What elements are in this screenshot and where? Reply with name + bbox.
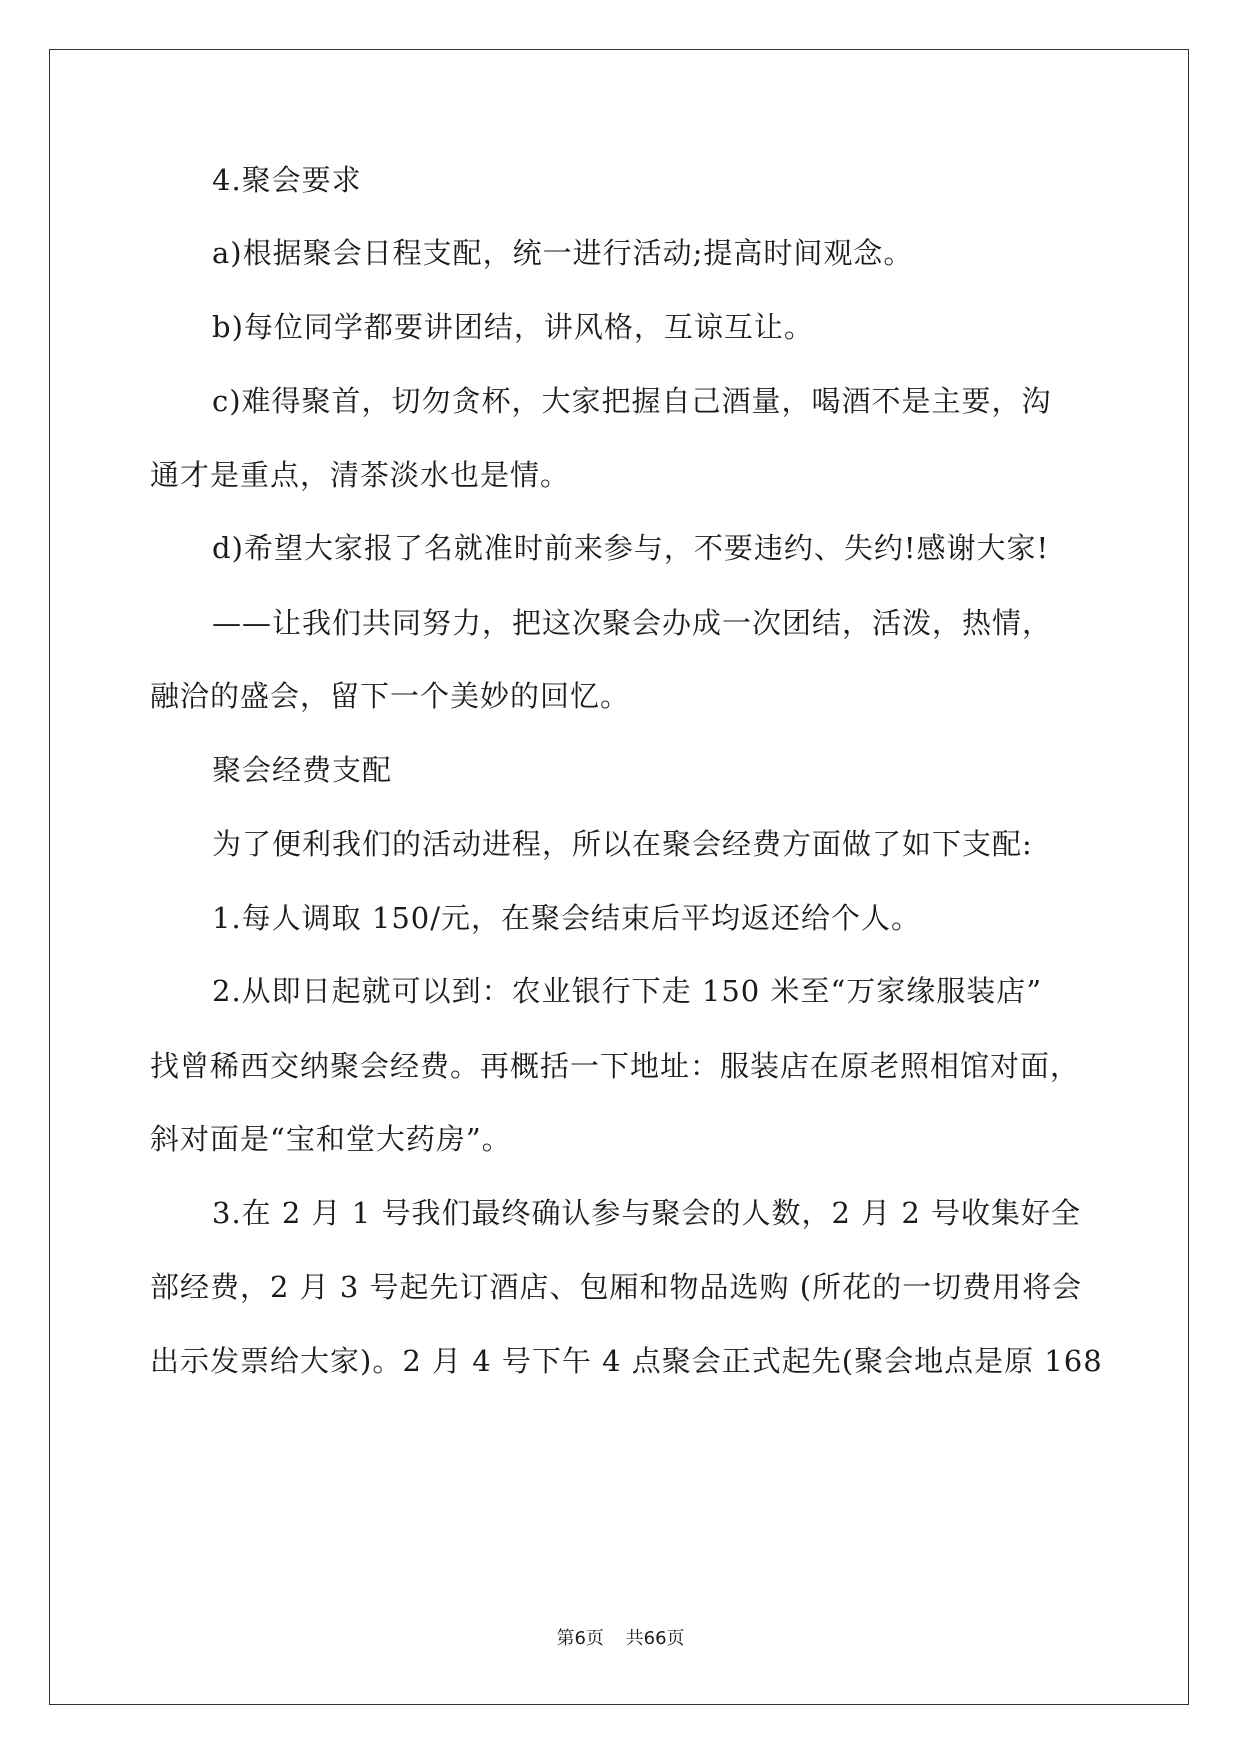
text-line: 找曾稀西交纳聚会经费。再概括一下地址：服装店在原老照相馆对面，	[150, 1049, 1081, 1083]
text-line: 出示发票给大家)。2 月 4 号下午 4 点聚会正式起先(聚会地点是原 168	[150, 1344, 1103, 1378]
text-line: 为了便利我们的活动进程，所以在聚会经费方面做了如下支配:	[212, 827, 1033, 861]
section-heading: 聚会经费支配	[212, 753, 393, 787]
text-line: 通才是重点，清茶淡水也是情。	[150, 458, 571, 492]
text-line: a)根据聚会日程支配，统一进行活动;提高时间观念。	[212, 236, 914, 270]
text-line: 斜对面是“宝和堂大药房”。	[150, 1122, 512, 1156]
text-line: 部经费，2 月 3 号起先订酒店、包厢和物品选购 (所花的一切费用将会	[150, 1270, 1083, 1304]
text-line: d)希望大家报了名就准时前来参与，不要违约、失约!感谢大家!	[212, 531, 1050, 565]
text-line: b)每位同学都要讲团结，讲风格，互谅互让。	[212, 310, 814, 344]
text-line: ——让我们共同努力，把这次聚会办成一次团结，活泼，热情，	[212, 606, 1053, 640]
page-footer	[0, 1624, 1241, 1650]
text-line: 3.在 2 月 1 号我们最终确认参与聚会的人数，2 月 2 号收集好全	[212, 1196, 1082, 1230]
page-border	[49, 49, 1189, 1705]
page-total: 共66页	[625, 1628, 685, 1649]
text-line: 融洽的盛会，留下一个美妙的回忆。	[150, 679, 631, 713]
text-line: c)难得聚首，切勿贪杯，大家把握自己酒量，喝酒不是主要，沟	[212, 384, 1052, 418]
text-line: 4.聚会要求	[212, 163, 362, 197]
text-line: 2.从即日起就可以到：农业银行下走 150 米至“万家缘服装店”	[212, 974, 1043, 1008]
text-line: 1.每人调取 150/元，在聚会结束后平均返还给个人。	[212, 901, 922, 935]
page-number: 第6页	[556, 1628, 604, 1649]
